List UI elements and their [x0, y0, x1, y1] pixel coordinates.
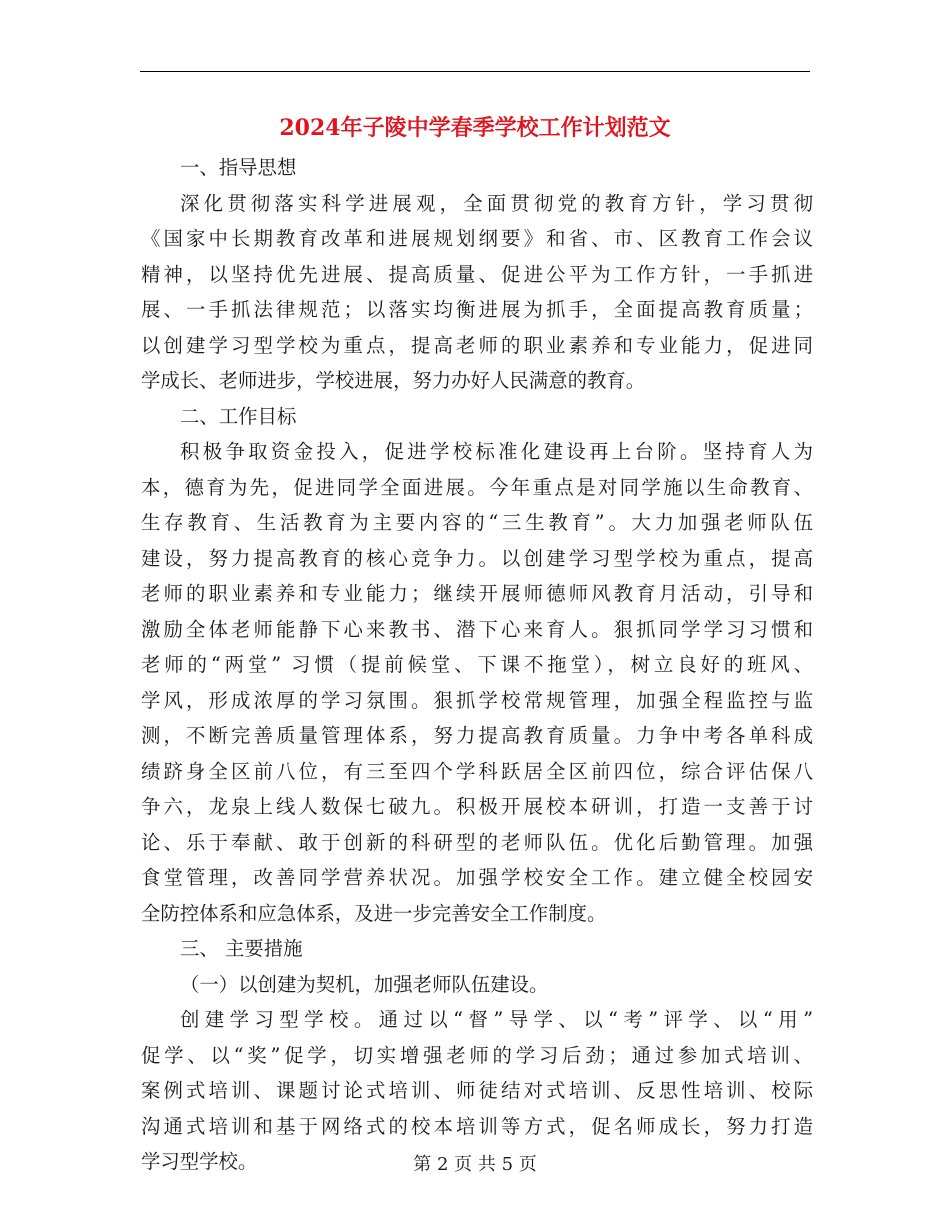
- body-line: 创建学习型学校。通过以“督”导学、以“考”评学、以“用”: [180, 1008, 813, 1031]
- body-line: 学风，形成浓厚的学习氛围。狠抓学校常规管理，加强全程监控与监: [141, 688, 813, 712]
- body-line: 深化贯彻落实科学进展观，全面贯彻党的教育方针，学习贯彻: [180, 191, 813, 215]
- body-line: 测，不断完善质量管理体系，努力提高教育质量。力争中考各单科成: [141, 724, 813, 747]
- body-line: 学习型学校。: [141, 1150, 258, 1173]
- document-title: 2024年子陵中学春季学校工作计划范文: [279, 115, 671, 141]
- header-rule: [140, 71, 810, 72]
- body-line: 论、乐于奉献、敢于创新的科研型的老师队伍。优化后勤管理。加强: [141, 830, 813, 854]
- document-body: [141, 150, 813, 1180]
- body-line: （一）以创建为契机，加强老师队伍建设。: [180, 972, 549, 996]
- body-line: 展、一手抓法律规范；以落实均衡进展为抓手，全面提高教育质量；: [141, 298, 813, 321]
- page-number-footer: 第 2 页 共 5 页: [413, 1154, 537, 1175]
- body-line: 一、指导思想: [180, 156, 297, 179]
- body-line: 案例式培训、课题讨论式培训、师徒结对式培训、反思性培训、校际: [141, 1079, 813, 1102]
- body-line: 老师的“两堂” 习惯（提前候堂、下课不拖堂），树立良好的班风、: [141, 653, 813, 676]
- body-line: 以创建学习型学校为重点，提高老师的职业素养和专业能力，促进同: [141, 333, 813, 357]
- body-line: 精神，以坚持优先进展、提高质量、促进公平为工作方针，一手抓进: [141, 262, 813, 286]
- body-line: 本，德育为先，促进同学全面进展。今年重点是对同学施以生命教育、: [141, 475, 813, 499]
- body-line: 食堂管理，改善同学营养状况。加强学校安全工作。建立健全校园安: [141, 866, 813, 889]
- body-line: 老师的职业素养和专业能力；继续开展师德师风教育月活动，引导和: [141, 582, 813, 605]
- body-line: 《国家中长期教育改革和进展规划纲要》和省、市、区教育工作会议: [141, 227, 813, 250]
- body-line: 建设，努力提高教育的核心竞争力。以创建学习型学校为重点，提高: [141, 546, 813, 570]
- body-line: 促学、以“奖”促学，切实增强老师的学习后劲；通过参加式培训、: [141, 1043, 813, 1067]
- body-line: 生存教育、生活教育为主要内容的“三生教育”。大力加强老师队伍: [141, 511, 813, 534]
- body-line: 争六，龙泉上线人数保七破九。积极开展校本研训，打造一支善于讨: [141, 795, 813, 818]
- body-line: 二、工作目标: [180, 404, 297, 428]
- body-line: 积极争取资金投入，促进学校标准化建设再上台阶。坚持育人为: [180, 440, 813, 463]
- body-line: 三、 主要措施: [180, 937, 303, 960]
- body-line: 激励全体老师能静下心来教书、潜下心来育人。狠抓同学学习习惯和: [141, 617, 813, 641]
- body-line: 绩跻身全区前八位，有三至四个学科跃居全区前四位，综合评估保八: [141, 759, 813, 783]
- body-line: 学成长、老师进步，学校进展，努力办好人民满意的教育。: [141, 369, 646, 392]
- body-line: 全防控体系和应急体系，及进一步完善安全工作制度。: [141, 901, 607, 925]
- body-line: 沟通式培训和基于网络式的校本培训等方式，促名师成长，努力打造: [141, 1114, 813, 1138]
